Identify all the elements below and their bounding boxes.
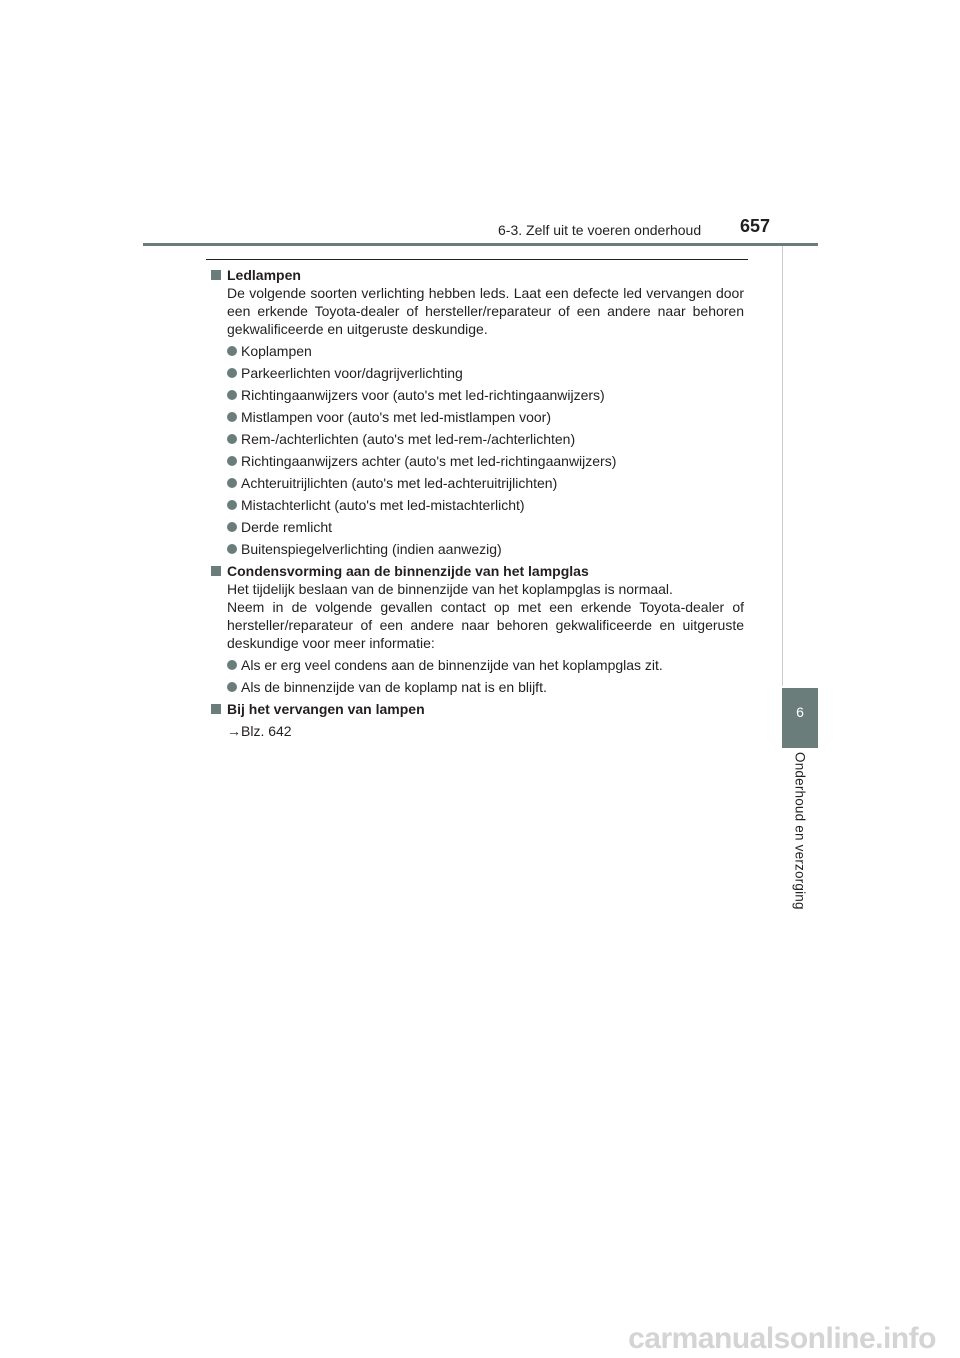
page-reference-link[interactable]: →Blz. 642 (227, 723, 292, 739)
list-item-text: Rem-/achterlichten (auto's met led-rem-/achterlichten) (241, 431, 576, 447)
list-item (227, 540, 744, 558)
bullet-dot-icon (227, 456, 237, 466)
content-top-rule (206, 259, 748, 260)
list-item-text: Als er erg veel condens aan de binnenzijde van het koplampglas zit. (241, 657, 663, 673)
side-tab-spacer (782, 246, 819, 686)
list-item-text: Mistlampen voor (auto's met led-mistlampen voor) (241, 409, 552, 425)
bullet-dot-icon (227, 412, 237, 422)
bullet-dot-icon (227, 682, 237, 692)
list-item (227, 342, 744, 360)
chapter-title: Onderhoud en verzorging (792, 752, 808, 910)
chapter-title-wrap (782, 752, 818, 922)
list-item (227, 678, 744, 696)
bullet-dot-icon (227, 478, 237, 488)
list-item (227, 452, 744, 470)
square-marker-icon (211, 704, 221, 714)
list-item (227, 408, 744, 426)
section-heading-lampen-vervangen (211, 700, 744, 718)
list-item (227, 364, 744, 382)
bullet-dot-icon (227, 500, 237, 510)
section-body: De volgende soorten verlichting hebben leds. Laat een defecte led vervangen door een erkende Toyota-dealer of hersteller/reparateur of een andere naar behoren gekwalificeerde en uitgeruste deskundige. (227, 285, 744, 337)
list-item (227, 518, 744, 536)
chapter-number: 6 (796, 704, 804, 720)
running-header-section: 6-3. Zelf uit te voeren onderhoud (498, 222, 702, 238)
list-item (227, 474, 744, 492)
square-marker-icon (211, 566, 221, 576)
section-body: Neem in de volgende gevallen contact op met een erkende Toyota-dealer of hersteller/reparateur of een andere naar behoren gekwalificeerde en uitgeruste deskundige voor meer informatie: (227, 599, 744, 651)
list-item-text: Koplampen (241, 343, 312, 359)
bullet-dot-icon (227, 368, 237, 378)
bullet-dot-icon (227, 346, 237, 356)
section-title: Ledlampen (227, 267, 301, 283)
bullet-dot-icon (227, 390, 237, 400)
bullet-dot-icon (227, 660, 237, 670)
list-item-text: Derde remlicht (241, 519, 333, 535)
bullet-dot-icon (227, 434, 237, 444)
list-item-text: Buitenspiegelverlichting (indien aanwezig) (241, 541, 502, 557)
page-number: 657 (740, 216, 771, 236)
list-item-text: Als de binnenzijde van de koplamp nat is en blijft. (241, 679, 547, 695)
list-item-text: Parkeerlichten voor/dagrijverlichting (241, 365, 463, 381)
section-body: Het tijdelijk beslaan van de binnenzijde van het koplampglas is normaal. (227, 581, 673, 597)
list-item-text: Richtingaanwijzers voor (auto's met led-richtingaanwijzers) (241, 387, 605, 403)
page-content (211, 266, 744, 740)
list-item (227, 656, 744, 674)
watermark: carmanualsonline.info (628, 1322, 936, 1355)
list-item (227, 430, 744, 448)
list-item (227, 386, 744, 404)
list-item-text: Achteruitrijlichten (auto's met led-achteruitrijlichten) (241, 475, 558, 491)
bullet-dot-icon (227, 522, 237, 532)
bullet-dot-icon (227, 544, 237, 554)
section-title: Bij het vervangen van lampen (227, 701, 425, 717)
header-rule (143, 243, 818, 246)
square-marker-icon (211, 270, 221, 280)
section-heading-condensvorming (211, 562, 744, 580)
section-title: Condensvorming aan de binnenzijde van het lampglas (227, 563, 589, 579)
list-item-text: Richtingaanwijzers achter (auto's met led-richtingaanwijzers) (241, 453, 617, 469)
section-heading-ledlampen (211, 266, 744, 284)
list-item-text: Mistachterlicht (auto's met led-mistachterlicht) (241, 497, 525, 513)
list-item (227, 496, 744, 514)
